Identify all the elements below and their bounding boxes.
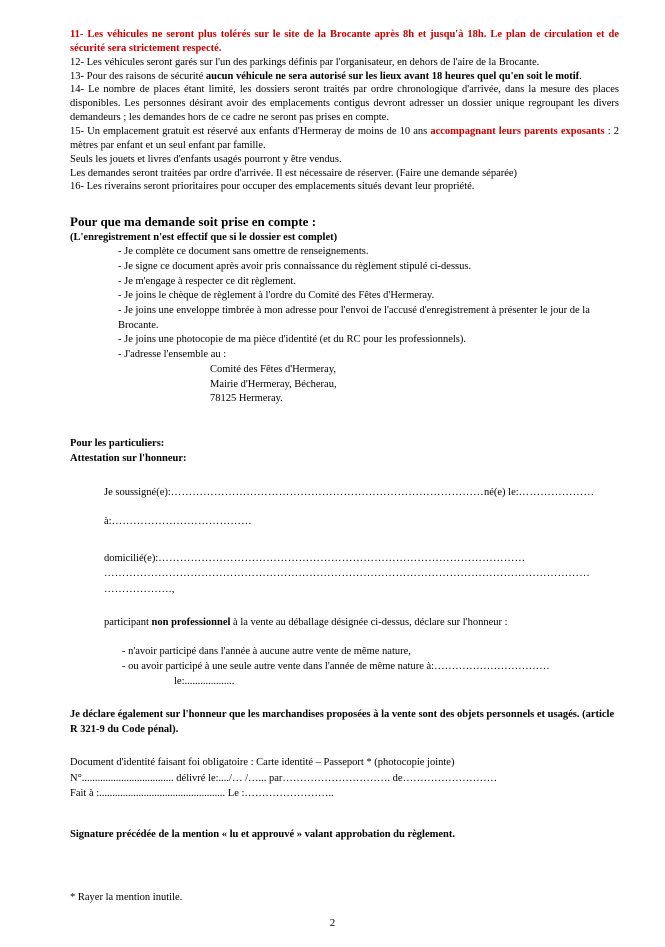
domicilie-field-line3[interactable]: ……………….,: [104, 583, 175, 595]
rule-15-number: 15-: [70, 126, 88, 138]
participant-pre: participant: [104, 616, 152, 628]
rule-item-12: [70, 56, 619, 70]
rule-item-11: [70, 28, 619, 56]
rule-12-text: Les véhicules seront garés sur l'un des parkings définis par l'organisateur, en dehors de l'aire de la Brocante.: [86, 56, 540, 68]
domicilie-label: domicilié(e):: [104, 553, 159, 565]
rule-15b-text: Seuls les jouets et livres d'enfants usagés pourront y être vendus.: [70, 153, 342, 165]
declaration-item: - n'avoir participé dans l'année à aucune autre vente de même nature,: [122, 646, 411, 657]
soussigne-label: Je soussigné(e):: [104, 486, 171, 498]
a-line: [70, 514, 619, 529]
participant-post: à la vente au déballage désignée ci-dessus, déclare sur l'honneur :: [230, 616, 508, 628]
identity-document-line: Document d'identité faisant foi obligatoire : Carte identité – Passeport * (photocopie jointe): [70, 757, 455, 769]
rule-16-text: Les riverains seront prioritaires pour occuper des emplacements situés devant leur propriété.: [86, 181, 475, 193]
rule-15-text-a: Un emplacement gratuit est réservé aux enfants d'Hermeray de moins de 10 ans: [87, 126, 431, 138]
rule-item-15b: [70, 153, 619, 167]
rule-15-text-b: : 2 mètres par enfant et un seul enfant par famille.: [70, 126, 620, 151]
rule-13-text-b: .: [579, 70, 582, 82]
a-label: à:: [104, 515, 112, 527]
rule-13-number: 13-: [70, 70, 87, 82]
address-line: 78125 Hermeray.: [210, 393, 283, 405]
request-section-subtitle: (L'enregistrement n'est effectif que si le dossier est complet): [70, 232, 338, 244]
checklist-item: - Je joins une enveloppe timbrée à mon adresse pour l'envoi de l'accusé d'enregistrement à présenter le jour de la Brocante.: [118, 305, 590, 331]
address-line: Mairie d'Hermeray, Bécherau,: [210, 378, 337, 390]
rule-16-number: 16-: [70, 181, 87, 193]
declaration-item: - ou avoir participé à une seule autre vente dans l'année de même nature à:……………………………: [122, 661, 550, 673]
participant-line: [70, 615, 619, 630]
attestation-heading: Attestation sur l'honneur:: [70, 452, 187, 464]
address-line: Comité des Fêtes d'Hermeray,: [210, 363, 337, 375]
checklist-item: - Je signe ce document après avoir pris connaissance du règlement stipulé ci-dessus.: [118, 261, 472, 272]
checklist-item: - Je joins une photocopie de ma pièce d'identité (et du RC pour les professionnels).: [118, 334, 467, 346]
rule-14-text: Le nombre de places étant limité, les dossiers seront traités par ordre chronologique d'arrivée, dans la mesure des places disponibles. Les personnes désirant avoir des emplacements contigus devront adresser un dossier unique regroupant les divers demandeurs ; les demandes hors de ce cadre ne seront pas prises en compte.: [70, 84, 619, 124]
footnote: * Rayer la mention inutile.: [70, 892, 183, 903]
fait-a-line[interactable]: Fait à :................................................ Le :……………………..: [70, 787, 334, 799]
request-checklist: [70, 245, 619, 407]
rule-13-text-a: Pour des raisons de sécurité: [86, 70, 206, 82]
rule-item-16: [70, 180, 619, 194]
domicilie-line: [70, 551, 619, 566]
rule-11-text: Les véhicules ne seront plus tolérés sur le site de la Brocante après 8h et jusqu'à 18h. Le plan de circulation et de sécurité sera strictement respecté.: [70, 29, 619, 54]
soussigne-field[interactable]: ……………………………………………………………………………: [170, 486, 484, 498]
rule-12-number: 12-: [70, 56, 87, 68]
checklist-item: - J'adresse l'ensemble au :: [118, 349, 227, 361]
rule-14-number: 14-: [70, 84, 89, 96]
signature-note: Signature précédée de la mention « lu et approuvé » valant approbation du règlement.: [70, 829, 456, 841]
ne-le-field[interactable]: …………………: [518, 486, 595, 498]
soussigne-line: [70, 485, 619, 500]
checklist-item: - Je m'engage à respecter ce dit règlement.: [118, 275, 296, 287]
a-field[interactable]: …………………………………: [111, 515, 252, 527]
rule-item-13: [70, 70, 619, 84]
rule-item-15c: [70, 167, 619, 181]
individuals-heading: Pour les particuliers:: [70, 437, 165, 449]
domicilie-field-line2[interactable]: ………………………………………………………………………………………………………………………: [104, 568, 590, 580]
domicilie-field[interactable]: …………………………………………………………………………………………: [158, 553, 526, 565]
rule-15-text-red: accompagnant leurs parents exposants: [430, 126, 605, 138]
rule-11-number: 11-: [70, 29, 88, 40]
rule-13-text-bold: aucun véhicule ne sera autorisé sur les lieux avant 18 heures quel qu'en soit le motif: [205, 70, 580, 82]
page-number: 2: [329, 917, 336, 929]
rule-15c-text: Les demandes seront traitées par ordre d'arrivée. Il est nécessaire de réserver. (Faire une demande séparée): [70, 167, 518, 179]
rule-item-15: [70, 125, 619, 153]
declare-statement: Je déclare également sur l'honneur que les marchandises proposées à la vente sont des objets personnels et usagés. (article R 321-9 du Code pénal).: [70, 708, 615, 735]
ne-le-label: né(e) le:: [483, 486, 519, 498]
identity-number-line[interactable]: N°................................... délivré le:..../… /…... par…………………………. de………………………: [70, 772, 498, 784]
request-section-title: Pour que ma demande soit prise en compte :: [70, 214, 317, 230]
rules-list: [70, 28, 619, 194]
checklist-item: - Je joins le chèque de règlement à l'ordre du Comité des Fêtes d'Hermeray.: [118, 290, 435, 302]
checklist-item: - Je complète ce document sans omettre de renseignements.: [118, 246, 369, 258]
participant-bold: non professionnel: [151, 616, 231, 628]
declaration-item-date-field[interactable]: le:...................: [174, 676, 235, 688]
rule-item-14: [70, 83, 619, 125]
